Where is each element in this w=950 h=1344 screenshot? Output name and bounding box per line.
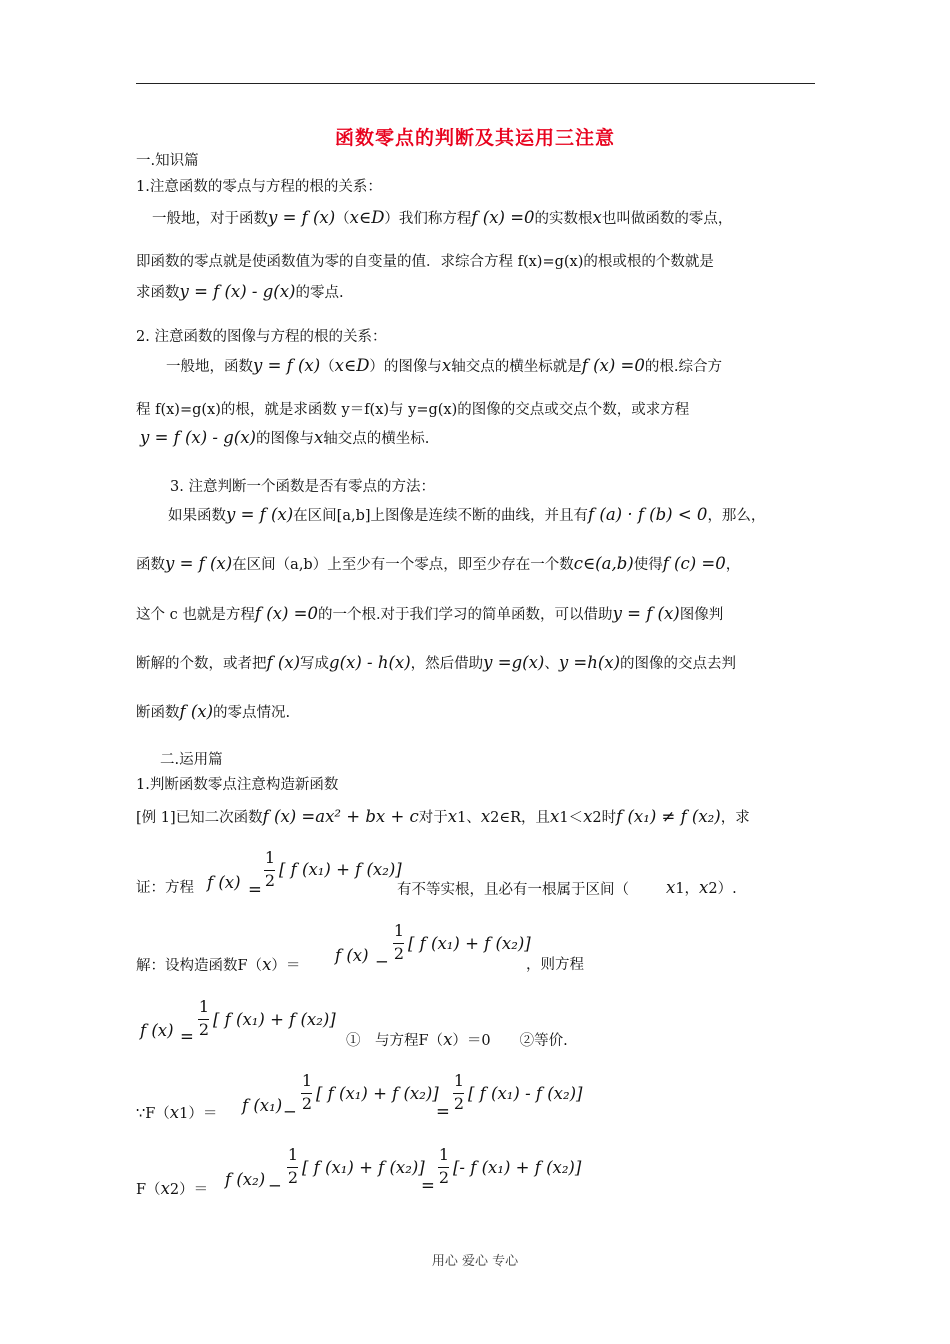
item3-line1: 如果函数y = f (x)在区间[a,b]上图像是连续不断的曲线，并且有f (a) · f (b) < 0，那么， (168, 505, 766, 524)
item2-line1: 一般地，函数y = f (x)（x∈D）的图像与x轴交点的横坐标就是f (x) =0的根.综合方 (166, 356, 722, 375)
item3-line2: 函数y = f (x)在区间（a,b）上至少有一个零点，即至少存在一个数c∈(a,b)使得f (c) =0， (136, 554, 741, 573)
item1-line3: 求函数y = f (x) - g(x)的零点. (136, 282, 344, 301)
item1-line1: 一般地，对于函数y = f (x)（x∈D）我们称方程f (x) =0的实数根x也叫做函数的零点， (152, 208, 733, 227)
section2-item1-heading: 1.判断函数零点注意构造新函数 (136, 777, 339, 793)
item2-line2: 程 f(x)=g(x)的根，就是求函数 y＝f(x)与 y=g(x)的图像的交点或交点个数，或求方程 (136, 402, 690, 418)
section-heading-knowledge: 一.知识篇 (136, 153, 199, 169)
fraction-numerator: 1 (264, 848, 276, 867)
fraction-denominator: 2 (264, 871, 276, 890)
page-title: 函数零点的判断及其运用三注意 (334, 127, 615, 149)
item3-line4: 断解的个数，或者把f (x)写成g(x) - h(x)，然后借助y =g(x)、y =h(x)的图像的交点去判 (136, 653, 737, 672)
item1-heading: 1.注意函数的零点与方程的根的关系： (136, 179, 382, 195)
item2-line3: y = f (x) - g(x)的图像与x轴交点的横坐标. (140, 428, 430, 447)
example1-line: [例 1]已知二次函数f (x) =ax² + bx + c对于x1、x2∈R，且x1＜x2时f (x₁) ≠ f (x₂)，求 (136, 807, 750, 826)
header-rule (136, 83, 815, 84)
item3-line5: 断函数f (x)的零点情况. (136, 702, 291, 721)
item3-line3: 这个 c 也就是方程f (x) =0的一个根.对于我们学习的简单函数，可以借助y = f (x)图像判 (136, 604, 724, 623)
item3-heading: 3. 注意判断一个函数是否有零点的方法： (170, 479, 435, 495)
item1-line2: 即函数的零点就是使函数值为零的自变量的值．求综合方程 f(x)=g(x)的根或根的个数就是 (136, 254, 714, 270)
item2-heading: 2. 注意函数的图像与方程的根的关系： (136, 329, 387, 345)
page-footer: 用心 爱心 专心 (431, 1254, 519, 1269)
section-heading-application: 二.运用篇 (160, 752, 223, 768)
